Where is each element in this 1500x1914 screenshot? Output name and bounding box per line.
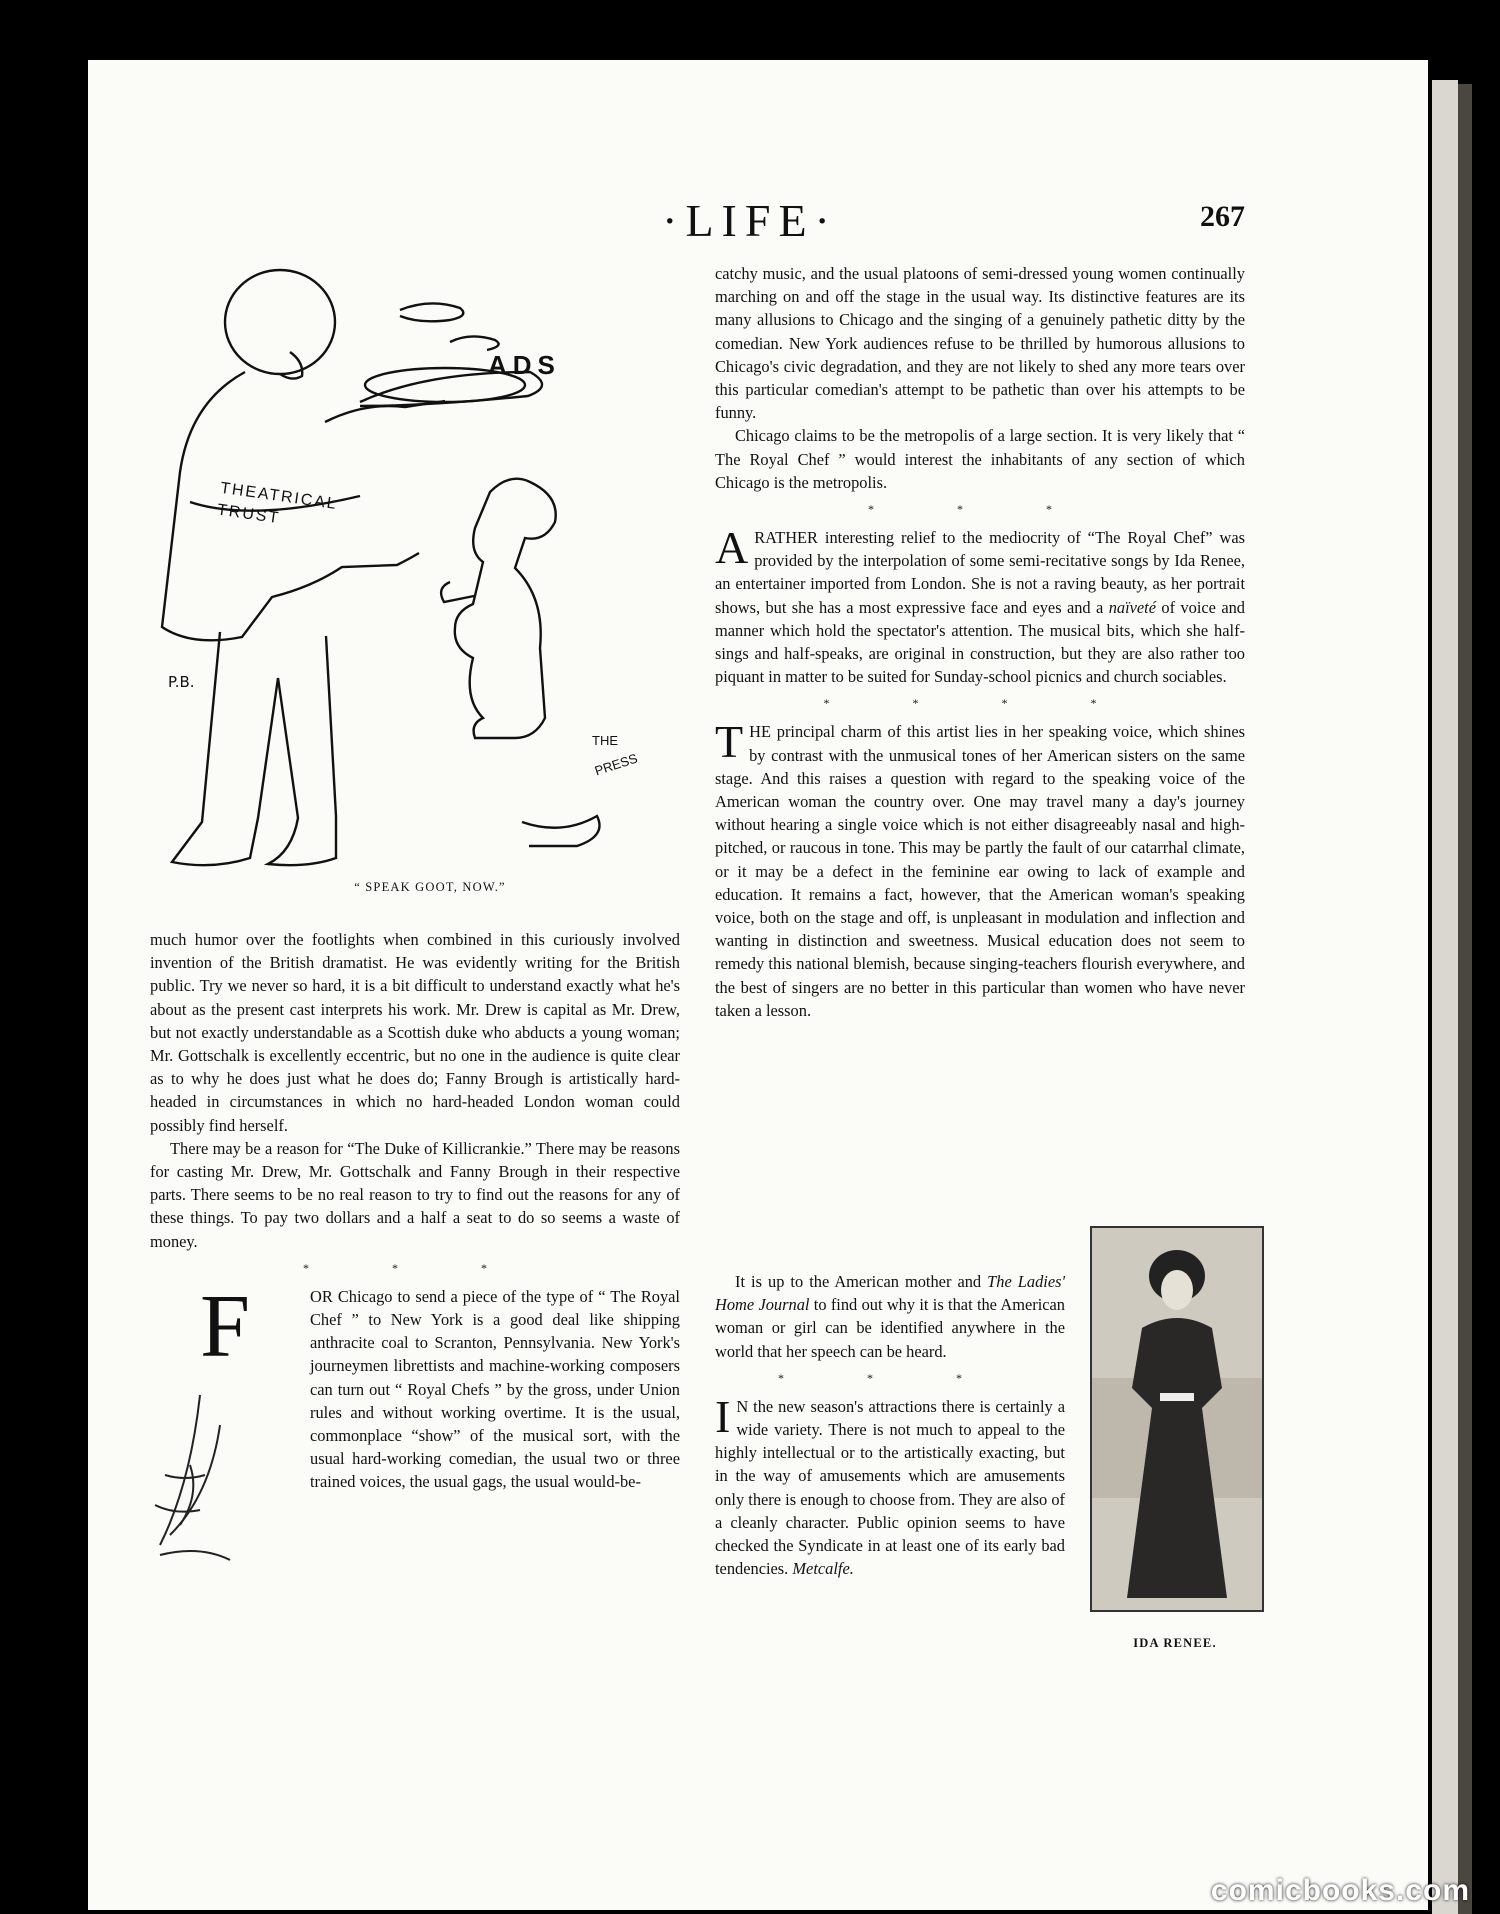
book-binding	[1458, 84, 1472, 1914]
cartoon-signature: P.B.	[168, 673, 195, 691]
paragraph-text: It is up to the American mother and	[735, 1272, 982, 1291]
magazine-title: ·LIFE·	[662, 195, 838, 246]
cartoon-caption: “ SPEAK GOOT, NOW.”	[354, 880, 506, 894]
drop-cap-a: A	[715, 522, 749, 574]
section-divider: * * * *	[823, 696, 1137, 711]
right-column	[715, 262, 1245, 1022]
portrait-figure	[1092, 1228, 1262, 1610]
lead-word: HE	[749, 722, 771, 742]
right-paragraph-6	[715, 1390, 1065, 1581]
lead-word: OR	[310, 1286, 333, 1306]
author-signature: Metcalfe.	[792, 1559, 854, 1579]
portrait-photo	[1090, 1226, 1264, 1612]
right-paragraph-5	[715, 1270, 1065, 1363]
site-watermark: comicbooks.com	[1210, 1874, 1470, 1907]
cartoon-illustration	[150, 262, 680, 880]
paragraph-text: principal charm of this artist lies in her speaking voice, which shines by contrast with the unmusical tones of her American sisters on the same stage. And this raises a question with regard to the speaking voice of the American woman the country over. One may travel many a day's journey without hearing a single voice which is not either disagreeably nasal and high-pitched, or raucous in tone. This may be partly the fault of our catarrhal climate, or it may be a defect in the feminine ear owing to lack of example and education. It remains a fact, however, that the American woman's speaking voice, both on the stage and off, is unpleasant in modulation and inflection and wanting in distinction and sweetness. Musical education does not seem to remedy this national blemish, because singing-teachers flourish everywhere, and the best of singers are no better in this particular than women who have never taken a lesson.	[715, 722, 1245, 1020]
italic-title: The Ladies' Home Journal	[715, 1272, 1065, 1315]
section-divider: * * *	[303, 1260, 527, 1275]
dog-label-the: THE	[592, 733, 618, 748]
right-paragraph-1: catchy music, and the usual platoons of semi-dressed young women continually marching on and off the stage in the usual way. Its distinctive features are its many allusions to Chicago and the singing of a genuinely pathetic ditty by the comedian. New York audiences refuse to be thrilled by humorous allusions to Chicago's civic degradation, and they are not likely to shed any more tears over this particular comedian's attempt to be pathetic than over his attempts to be funny.	[715, 264, 1245, 423]
drop-cap-i: I	[715, 1390, 731, 1442]
section-divider: * * *	[868, 502, 1092, 517]
lead-word: RATHER	[754, 528, 818, 548]
section-divider: * * *	[778, 1370, 1002, 1385]
right-paragraph-4	[715, 716, 1245, 1022]
drop-cap-t: T	[715, 716, 744, 768]
photo-caption: IDA RENEE.	[1133, 1636, 1217, 1650]
lead-word: N	[736, 1396, 749, 1416]
paragraph-text: interesting relief to the mediocrity of “The Royal Chef” was provided by the interpolation of some semi-recitative songs by Ida Renee, an entertainer imported from London. She is not a raving beauty, as her portrait shows, but she has a most expressive face and eyes and a	[715, 528, 1245, 617]
left-paragraph-1: much humor over the footlights when combined in this curiously involved invention of the British dramatist. He was evidently writing for the British public. Try we never so hard, it is a bit difficult to understand exactly what he's about as the present cast interprets his work. Mr. Drew is capital as Mr. Drew, but not exactly understandable as a Scottish duke who abducts a young woman; Mr. Gottschalk is excellently eccentric, but no one in the audience is quite clear as to why he does just what he does do; Fanny Brough is artistically hard-headed in circumstances in which no hard-headed London woman could possibly find herself.	[150, 930, 680, 1135]
paragraph-text: the new season's attractions there is certainly a wide variety. There is not much to appeal to the highly intellectual or to the artistically exacting, but in the way of amusements which are amusements only there is enough to choose from. They are also of a cleanly character. Public opinion seems to have checked the Syndicate in at least one of its early bad tendencies.	[715, 1396, 1065, 1579]
italic-word: naïveté	[1108, 597, 1157, 617]
paragraph-text: to find out why it is that the American woman or girl can be identified anywhere in the world that her speech can be heard.	[715, 1295, 1065, 1361]
page-edge	[1432, 80, 1458, 1914]
drop-cap-f: F	[200, 1276, 251, 1376]
plate-label: ADS	[488, 350, 561, 380]
dog-label-press: PRESS	[592, 750, 640, 779]
paragraph-text: Chicago to send a piece of the type of “ The Royal Chef ” to New York is a good deal like shipping anthracite coal to Scranton, Pennsylvania. New York's journeymen librettists and machine-working composers can turn out “ Royal Chefs ” by the gross, under Union rules and without working overtime. It is the usual, commonplace “show” of the musical sort, with the usual hard-working comedian, the usual two or three trained voices, the usual gags, the usual would-be-	[310, 1286, 680, 1492]
dropcap-ornament	[150, 1385, 290, 1565]
trust-label: THEATRICAL TRUST	[216, 479, 339, 528]
page-number: 267	[1200, 200, 1245, 233]
left-paragraph-2: There may be a reason for “The Duke of Killicrankie.” There may be reasons for casting Mr. Drew, Mr. Gottschalk and Fanny Brough in their respective parts. There seems to be no real reason to try to find out the reasons for any of these things. To pay two dollars and a half a seat to do so seems a waste of money.	[150, 1138, 680, 1251]
paragraph-text: of voice and manner which hold the spectator's attention. The musical bits, which she half-sings and half-speaks, are original in construction, but they are also rather too piquant in matter to be suited for Sunday-school picnics and church sociables.	[715, 597, 1245, 687]
right-paragraph-2: Chicago claims to be the metropolis of a large section. It is very likely that “ The Royal Chef ” would interest the inhabitants of any section of which Chicago is the metropolis.	[715, 426, 1245, 492]
right-paragraph-3	[715, 522, 1245, 688]
right-column-narrow	[715, 1270, 1065, 1580]
